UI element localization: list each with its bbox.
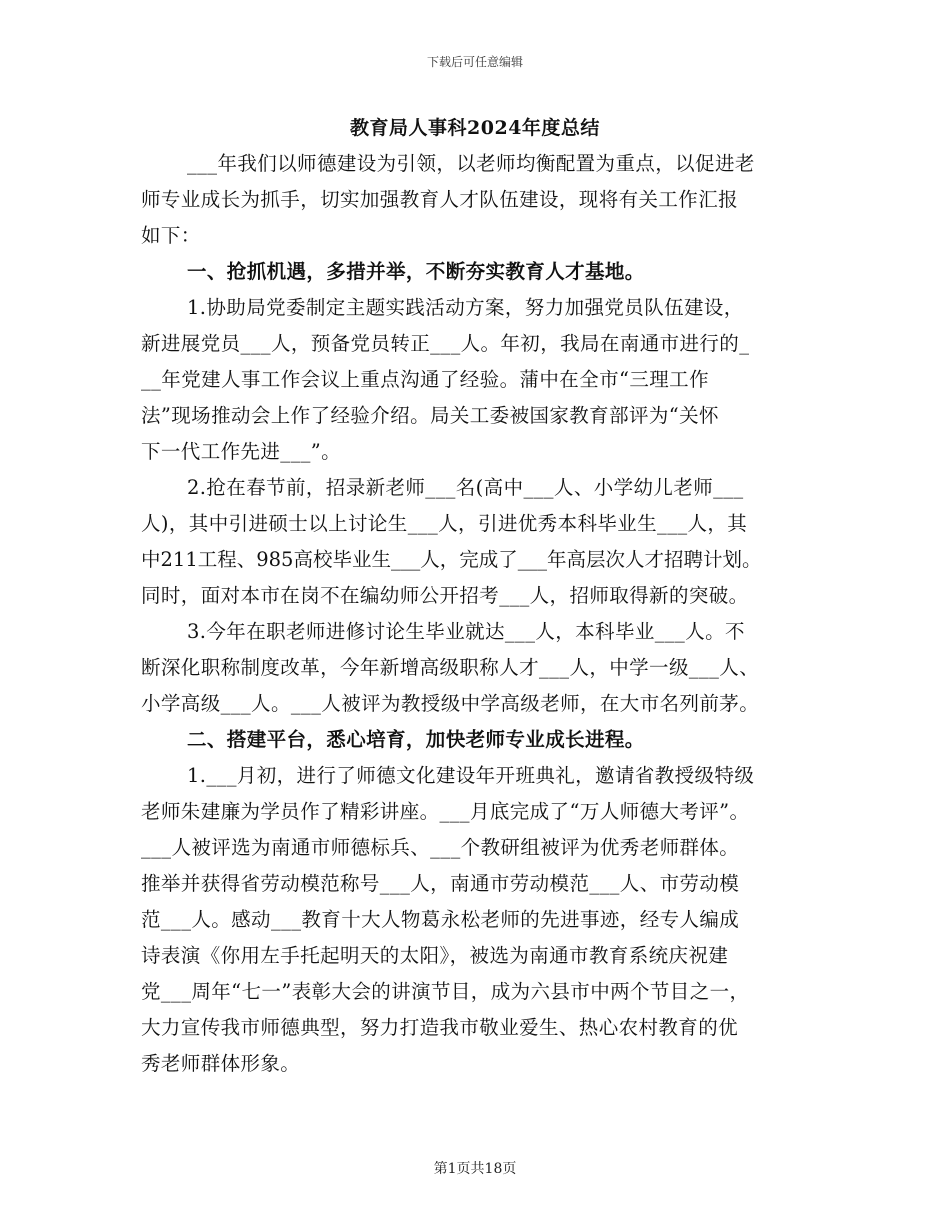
body-line: 1.___月初，进行了师德文化建设年开班典礼，邀请省教授级特级	[187, 764, 755, 787]
body-line: 范___人。感动___教育十大人物葛永松老师的先进事迹，经专人编成	[141, 908, 740, 931]
page-number-footer: 第1页共18页	[433, 1161, 517, 1177]
body-line: 下一代工作先进___”。	[141, 440, 342, 463]
body-line: 小学高级___人。___人被评为教授级中学高级老师，在大市名列前茅。	[141, 692, 760, 715]
body-line: 老师朱建廉为学员作了精彩讲座。___月底完成了“万人师德大考评”。	[141, 800, 750, 823]
body-line: 断深化职称制度改革，今年新增高级职称人才___人，中学一级___人、	[141, 656, 760, 679]
body-line: 推举并获得省劳动模范称号___人，南通市劳动模范___人、市劳动模	[141, 872, 740, 895]
document-title: 教育局人事科2024年度总结	[350, 117, 600, 139]
body-line: 诗表演《你用左手托起明天的太阳》，被选为南通市教育系统庆祝建	[141, 944, 729, 967]
body-line: ___年我们以师德建设为引领，以老师均衡配置为重点，以促进老	[187, 152, 755, 175]
body-line: ___人被评选为南通市师德标兵、___个教研组被评为优秀老师群体。	[141, 836, 740, 859]
body-line: 如下：	[141, 224, 201, 247]
body-line: 中211工程、985高校毕业生___人，完成了___年高层次人才招聘计划。	[141, 548, 762, 571]
body-line: 大力宣传我市师德典型，努力打造我市敬业爱生、热心农村教育的优	[141, 1016, 739, 1039]
section-heading-1: 一、抢抓机遇，多措并举，不断夯实教育人才基地。	[187, 260, 645, 283]
body-line: 1.协助局党委制定主题实践活动方案，努力加强党员队伍建设，	[187, 296, 744, 319]
body-line: 师专业成长为抓手，切实加强教育人才队伍建设，现将有关工作汇报	[141, 188, 739, 211]
body-line: 法”现场推动会上作了经验介绍。局关工委被国家教育部评为“关怀	[141, 404, 719, 427]
body-line: 3.今年在职老师进修讨论生毕业就达___人，本科毕业___人。不	[187, 620, 745, 643]
body-line: __年党建人事工作会议上重点沟通了经验。蒲中在全市“三理工作	[141, 368, 709, 391]
body-line: 人)，其中引进硕士以上讨论生___人，引进优秀本科毕业生___人，其	[141, 512, 748, 535]
body-line: 秀老师群体形象。	[141, 1052, 301, 1075]
body-line: 党___周年“七一”表彰大会的讲演节目，成为六县市中两个节目之一，	[141, 980, 750, 1003]
section-heading-2: 二、搭建平台，悉心培育，加快老师专业成长进程。	[187, 728, 645, 751]
header-note: 下载后可任意编辑	[426, 55, 523, 69]
body-line: 2.抢在春节前，招录新老师___名(高中___人、小学幼儿老师___	[187, 476, 744, 499]
body-line: 同时，面对本市在岗不在编幼师公开招考___人，招师取得新的突破。	[141, 584, 749, 607]
body-line: 新进展党员___人，预备党员转正___人。年初，我局在南通市进行的_	[141, 332, 750, 355]
